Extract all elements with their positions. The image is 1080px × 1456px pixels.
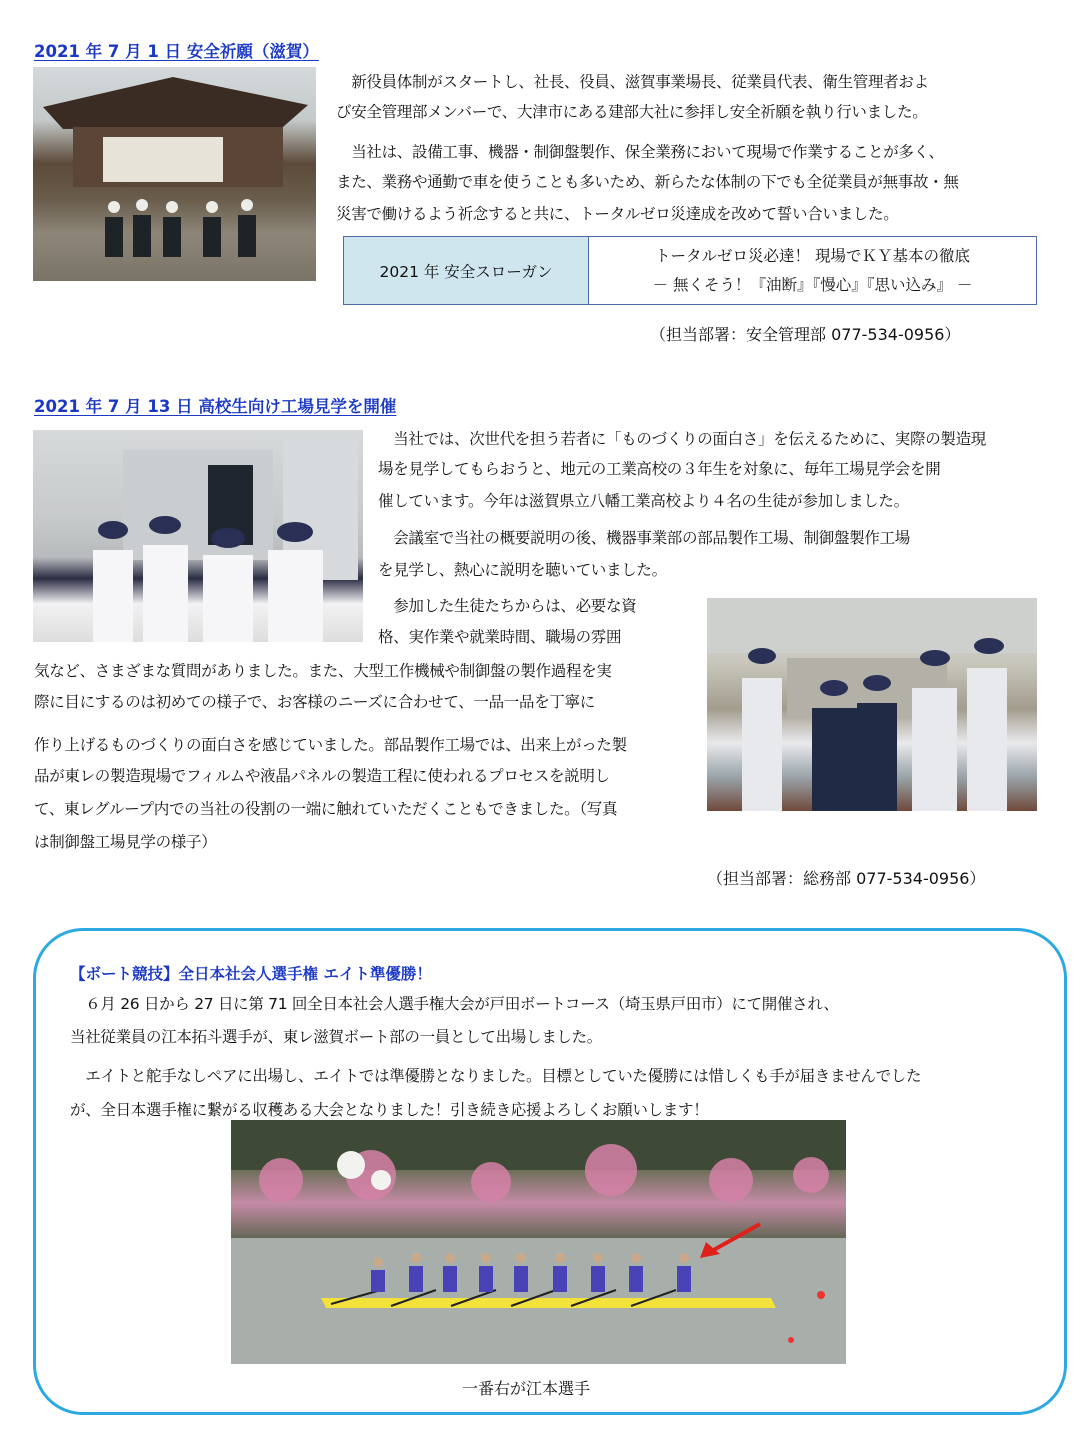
- section1-line-2: び安全管理部メンバーで、大津市にある建部大社に参拝し安全祈願を執り行いました。: [336, 103, 928, 121]
- control-panel-tour-photo-art: [33, 430, 363, 642]
- safety-slogan-table: [343, 236, 1037, 305]
- section2-line-9: 際に目にするのは初めての様子で、お客様のニーズに合わせて、一品一品を丁寧に: [34, 693, 596, 711]
- section2-line-11: 品が東レの製造現場でフィルムや液晶パネルの製造工程に使われるプロセスを説明し: [34, 767, 610, 785]
- section1-contact: （担当部署：安全管理部 077-534-0956）: [650, 325, 961, 344]
- arrow-icon: [696, 1220, 766, 1260]
- section1-heading: 2021 年 7 月 1 日 安全祈願（滋賀）: [34, 42, 319, 61]
- boat-line-1: ６月 26 日から 27 日に第 71 回全日本社会人選手権大会が戸田ボートコース（埼玉県戸田市）にて開催され、: [70, 995, 839, 1013]
- slogan-text: [589, 237, 1036, 304]
- section2-heading: 2021 年 7 月 13 日 高校生向け工場見学を開催: [34, 397, 397, 416]
- photo-caption: 一番右が江本選手: [462, 1379, 591, 1398]
- section1-line-4: また、業務や通勤で車を使うことも多いため、新らたな体制の下でも全従業員が無事故・無: [336, 173, 959, 191]
- section2-line-4: 会議室で当社の概要説明の後、機器事業部の部品製作工場、制御盤製作工場: [378, 529, 911, 547]
- slogan-label: 2021 年 安全スローガン: [344, 237, 589, 304]
- shrine-group-photo-art: [33, 67, 316, 281]
- section2-line-13: は制御盤工場見学の様子）: [34, 833, 217, 851]
- section2-line-2: 場を見学してもらおうと、地元の工業高校の３年生を対象に、毎年工場見学会を開: [378, 460, 941, 478]
- section2-line-5: を見学し、熱心に説明を聴いていました。: [378, 561, 667, 579]
- boat-line-2: 当社従業員の江本拓斗選手が、東レ滋賀ボート部の一員として出場しました。: [70, 1028, 603, 1046]
- section2-line-12: て、東レグループ内での当社の役割の一端に触れていただくこともできました。（写真: [34, 800, 618, 818]
- section1-line-3: 当社は、設備工事、機器・制御盤製作、保全業務において現場で作業することが多く、: [336, 143, 944, 161]
- section2-line-1: 当社では、次世代を担う若者に「ものづくりの面白さ」を伝えるために、実際の製造現: [378, 430, 987, 448]
- section2-line-8: 気など、さまざまな質問がありました。また、大型工作機械や制御盤の製作過程を実: [34, 662, 612, 680]
- boat-news-title: 【ボート競技】全日本社会人選手権 エイト準優勝！: [70, 965, 432, 983]
- boat-line-3: エイトと舵手なしペアに出場し、エイトでは準優勝となりました。目標としていた優勝には惜しくも手が届きませんでした: [70, 1067, 922, 1085]
- section2-contact: （担当部署：総務部 077-534-0956）: [707, 869, 986, 888]
- section1-line-1: 新役員体制がスタートし、社長、役員、滋賀事業場長、従業員代表、衛生管理者およ: [336, 73, 929, 91]
- section2-line-7: 格、実作業や就業時間、職場の雰囲: [378, 628, 622, 646]
- boat-line-4: が、全日本選手権に繋がる収穫ある大会となりました！引き続き応援よろしくお願いします！: [70, 1101, 709, 1119]
- section1-line-5: 災害で働けるよう祈念すると共に、トータルゼロ災達成を改めて誓い合いました。: [336, 205, 899, 223]
- slogan-line-2: － 無くそう！『油断』『慢心』『思い込み』 －: [652, 275, 973, 294]
- rowing-eight-photo: [231, 1120, 846, 1364]
- shrine-group-photo: [33, 67, 316, 281]
- factory-tour-photo: [707, 598, 1037, 811]
- slogan-line-1: トータルゼロ災必達！ 現場でＫＹ基本の徹底: [655, 246, 970, 265]
- control-panel-tour-photo: [33, 430, 363, 642]
- section2-line-3: 催しています。今年は滋賀県立八幡工業高校より４名の生徒が参加しました。: [378, 492, 909, 510]
- factory-tour-photo-art: [707, 598, 1037, 811]
- section2-line-6: 参加した生徒たちからは、必要な資: [378, 597, 637, 615]
- section2-line-10: 作り上げるものづくりの面白さを感じていました。部品製作工場では、出来上がった製: [34, 736, 627, 754]
